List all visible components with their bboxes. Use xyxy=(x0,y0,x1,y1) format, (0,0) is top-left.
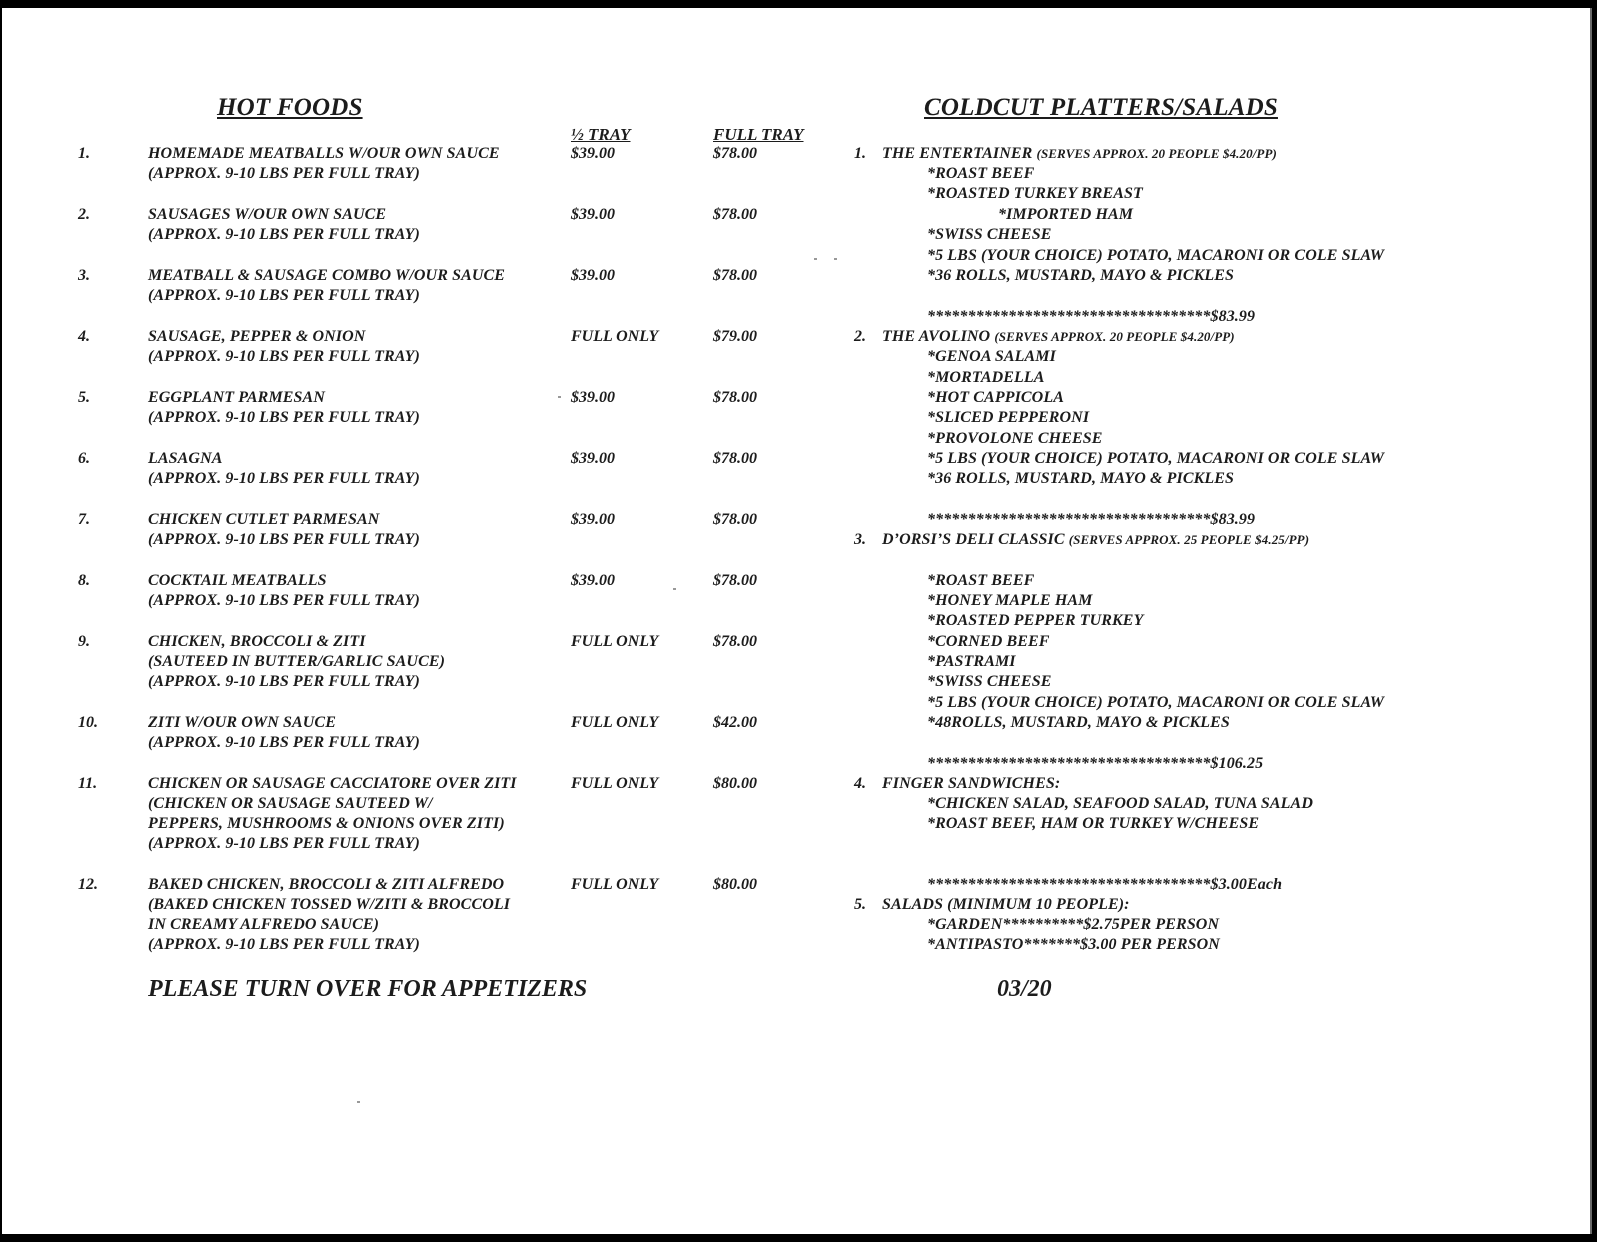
hot-item-detail: PEPPERS, MUSHROOMS & ONIONS OVER ZITI) xyxy=(148,815,505,832)
platter-item: *HOT CAPPICOLA xyxy=(927,389,1064,406)
hot-item-half-price: $39.00 xyxy=(571,572,615,589)
hot-item-name: COCKTAIL MEATBALLS xyxy=(148,572,327,589)
platter-item: *GENOA SALAMI xyxy=(927,348,1056,365)
platter-price: ***********************************$3.00Each xyxy=(927,876,1283,893)
platter-item: *48ROLLS, MUSTARD, MAYO & PICKLES xyxy=(927,714,1230,731)
hot-item-name: EGGPLANT PARMESAN xyxy=(148,389,325,406)
hot-item-detail: (APPROX. 9-10 LBS PER FULL TRAY) xyxy=(148,226,420,243)
platter-serves: (SERVES APPROX. 20 PEOPLE $4.20/PP) xyxy=(1036,146,1277,161)
platter-title xyxy=(882,328,1235,346)
platter-title xyxy=(882,531,1309,549)
hot-item-half-price: FULL ONLY xyxy=(571,876,659,893)
hot-item-number: 2. xyxy=(78,206,90,223)
hot-item-full-price: $80.00 xyxy=(713,775,757,792)
platter-item: *5 LBS (YOUR CHOICE) POTATO, MACARONI OR COLE SLAW xyxy=(927,247,1385,264)
turn-over-note: PLEASE TURN OVER FOR APPETIZERS xyxy=(148,976,588,1002)
scan-speck xyxy=(558,396,561,398)
hot-item-name: LASAGNA xyxy=(148,450,223,467)
menu-page xyxy=(2,8,1590,1234)
hot-item-full-price: $80.00 xyxy=(713,876,757,893)
hot-item-name: SAUSAGE, PEPPER & ONION xyxy=(148,328,366,345)
hot-item-detail: (APPROX. 9-10 LBS PER FULL TRAY) xyxy=(148,673,420,690)
hot-item-half-price: FULL ONLY xyxy=(571,633,659,650)
platter-item: *PROVOLONE CHEESE xyxy=(927,430,1103,447)
hot-item-detail: IN CREAMY ALFREDO SAUCE) xyxy=(148,916,380,933)
hot-item-full-price: $78.00 xyxy=(713,389,757,406)
hot-item-detail: (APPROX. 9-10 LBS PER FULL TRAY) xyxy=(148,592,420,609)
platter-number: 3. xyxy=(854,531,866,548)
platter-item: *IMPORTED HAM xyxy=(998,206,1134,223)
hot-item-name: ZITI W/OUR OWN SAUCE xyxy=(148,714,336,731)
hot-item-half-price: FULL ONLY xyxy=(571,775,659,792)
hot-item-name: HOMEMADE MEATBALLS W/OUR OWN SAUCE xyxy=(148,145,500,162)
platter-name: THE AVOLINO xyxy=(882,328,991,345)
page-edge xyxy=(1590,8,1592,1234)
hot-item-detail: (APPROX. 9-10 LBS PER FULL TRAY) xyxy=(148,348,420,365)
hot-item-full-price: $78.00 xyxy=(713,450,757,467)
hot-item-number: 10. xyxy=(78,714,98,731)
hot-item-half-price: FULL ONLY xyxy=(571,714,659,731)
hot-item-name: CHICKEN OR SAUSAGE CACCIATORE OVER ZITI xyxy=(148,775,517,792)
hot-item-number: 5. xyxy=(78,389,90,406)
platter-item: *CORNED BEEF xyxy=(927,633,1050,650)
hot-item-full-price: $78.00 xyxy=(713,145,757,162)
scan-speck xyxy=(357,1101,360,1103)
platter-item: *ROASTED TURKEY BREAST xyxy=(927,185,1143,202)
platter-price: ***********************************$83.99 xyxy=(927,308,1256,325)
hot-item-half-price: $39.00 xyxy=(571,145,615,162)
platter-item: *MORTADELLA xyxy=(927,369,1045,386)
platter-number: 1. xyxy=(854,145,866,162)
hot-item-name: SAUSAGES W/OUR OWN SAUCE xyxy=(148,206,387,223)
platter-item: *SLICED PEPPERONI xyxy=(927,409,1090,426)
hot-item-detail: (APPROX. 9-10 LBS PER FULL TRAY) xyxy=(148,734,420,751)
platter-item: *36 ROLLS, MUSTARD, MAYO & PICKLES xyxy=(927,470,1235,487)
menu-date: 03/20 xyxy=(997,976,1052,1002)
hot-item-detail: (APPROX. 9-10 LBS PER FULL TRAY) xyxy=(148,936,420,953)
hot-item-detail: (APPROX. 9-10 LBS PER FULL TRAY) xyxy=(148,165,420,182)
hot-item-name: CHICKEN, BROCCOLI & ZITI xyxy=(148,633,366,650)
platter-item: *5 LBS (YOUR CHOICE) POTATO, MACARONI OR COLE SLAW xyxy=(927,694,1385,711)
hot-item-full-price: $78.00 xyxy=(713,511,757,528)
platter-item: *ROASTED PEPPER TURKEY xyxy=(927,612,1144,629)
hot-item-number: 4. xyxy=(78,328,90,345)
platter-item: *SWISS CHEESE xyxy=(927,673,1052,690)
hot-item-number: 6. xyxy=(78,450,90,467)
platter-item: *GARDEN**********$2.75PER PERSON xyxy=(927,916,1220,933)
platter-item: *CHICKEN SALAD, SEAFOOD SALAD, TUNA SALAD xyxy=(927,795,1313,812)
hot-item-half-price: $39.00 xyxy=(571,389,615,406)
platter-item: *PASTRAMI xyxy=(927,653,1016,670)
platter-item: *ANTIPASTO*******$3.00 PER PERSON xyxy=(927,936,1220,953)
hot-item-detail: (BAKED CHICKEN TOSSED W/ZITI & BROCCOLI xyxy=(148,896,511,913)
platter-item: *ROAST BEEF xyxy=(927,572,1035,589)
hot-item-detail: (APPROX. 9-10 LBS PER FULL TRAY) xyxy=(148,835,420,852)
platter-price: ***********************************$83.99 xyxy=(927,511,1256,528)
hot-item-name: CHICKEN CUTLET PARMESAN xyxy=(148,511,380,528)
hot-item-number: 3. xyxy=(78,267,90,284)
coldcut-heading: COLDCUT PLATTERS/SALADS xyxy=(924,94,1278,121)
hot-item-number: 11. xyxy=(78,775,98,792)
platter-number: 2. xyxy=(854,328,866,345)
platter-item: *HONEY MAPLE HAM xyxy=(927,592,1093,609)
platter-name: FINGER SANDWICHES: xyxy=(882,775,1061,792)
platter-item: *ROAST BEEF, HAM OR TURKEY W/CHEESE xyxy=(927,815,1260,832)
platter-number: 5. xyxy=(854,896,866,913)
platter-item: *SWISS CHEESE xyxy=(927,226,1052,243)
hot-item-half-price: $39.00 xyxy=(571,206,615,223)
hot-item-detail: (CHICKEN OR SAUSAGE SAUTEED W/ xyxy=(148,795,433,812)
hot-item-detail: (APPROX. 9-10 LBS PER FULL TRAY) xyxy=(148,287,420,304)
hot-item-half-price: $39.00 xyxy=(571,450,615,467)
hot-item-number: 9. xyxy=(78,633,90,650)
hot-item-number: 7. xyxy=(78,511,90,528)
hot-item-detail: (APPROX. 9-10 LBS PER FULL TRAY) xyxy=(148,409,420,426)
hot-item-half-price: $39.00 xyxy=(571,267,615,284)
platter-number: 4. xyxy=(854,775,866,792)
hot-item-number: 8. xyxy=(78,572,90,589)
platter-name: D’ORSI’S DELI CLASSIC xyxy=(882,531,1065,548)
hot-item-full-price: $78.00 xyxy=(713,572,757,589)
platter-price: ***********************************$106.25 xyxy=(927,755,1264,772)
hot-item-full-price: $78.00 xyxy=(713,206,757,223)
half-tray-header: ½ TRAY xyxy=(571,125,631,144)
hot-item-name: MEATBALL & SAUSAGE COMBO W/OUR SAUCE xyxy=(148,267,506,284)
platter-item: *ROAST BEEF xyxy=(927,165,1035,182)
hot-foods-heading: HOT FOODS xyxy=(217,94,363,121)
hot-item-full-price: $79.00 xyxy=(713,328,757,345)
platter-item: *5 LBS (YOUR CHOICE) POTATO, MACARONI OR COLE SLAW xyxy=(927,450,1385,467)
hot-item-full-price: $42.00 xyxy=(713,714,757,731)
hot-item-full-price: $78.00 xyxy=(713,633,757,650)
hot-item-number: 12. xyxy=(78,876,98,893)
platter-item: *36 ROLLS, MUSTARD, MAYO & PICKLES xyxy=(927,267,1235,284)
platter-serves: (SERVES APPROX. 20 PEOPLE $4.20/PP) xyxy=(994,329,1235,344)
hot-item-number: 1. xyxy=(78,145,90,162)
hot-item-half-price: $39.00 xyxy=(571,511,615,528)
platter-name: THE ENTERTAINER xyxy=(882,145,1033,162)
full-tray-header: FULL TRAY xyxy=(713,125,804,144)
platter-title xyxy=(882,145,1277,163)
hot-item-detail: (APPROX. 9-10 LBS PER FULL TRAY) xyxy=(148,470,420,487)
hot-item-detail: (SAUTEED IN BUTTER/GARLIC SAUCE) xyxy=(148,653,446,670)
hot-item-half-price: FULL ONLY xyxy=(571,328,659,345)
scan-speck xyxy=(834,258,837,260)
platter-name: SALADS (MINIMUM 10 PEOPLE): xyxy=(882,896,1130,913)
scan-speck xyxy=(814,258,817,260)
scan-speck xyxy=(673,588,676,590)
hot-item-detail: (APPROX. 9-10 LBS PER FULL TRAY) xyxy=(148,531,420,548)
hot-item-full-price: $78.00 xyxy=(713,267,757,284)
platter-serves: (SERVES APPROX. 25 PEOPLE $4.25/PP) xyxy=(1068,532,1310,547)
hot-item-name: BAKED CHICKEN, BROCCOLI & ZITI ALFREDO xyxy=(148,876,505,893)
